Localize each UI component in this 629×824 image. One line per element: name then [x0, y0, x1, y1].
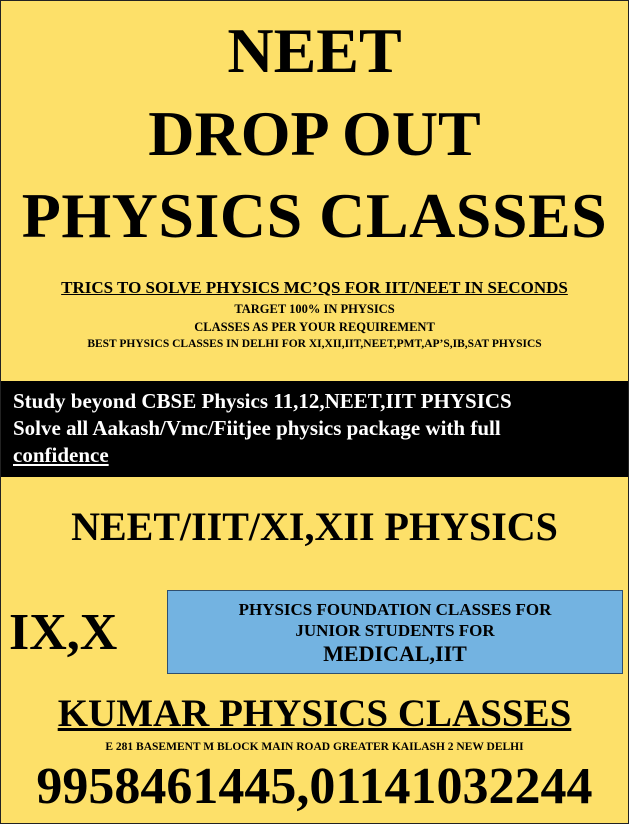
courses-title: NEET/IIT/XI,XII PHYSICS	[71, 504, 558, 549]
tagline-tricks: TRICS TO SOLVE PHYSICS MC’QS FOR IIT/NEET IN SECONDS	[61, 278, 568, 297]
tagline-requirement: CLASSES AS PER YOUR REQUIREMENT	[194, 320, 435, 334]
headline-drop-out: DROP OUT	[148, 98, 481, 169]
study-beyond-band	[1, 381, 628, 477]
band-line-confidence: confidence	[13, 443, 109, 467]
foundation-box	[167, 590, 623, 674]
foundation-line-2: JUNIOR STUDENTS FOR	[295, 621, 495, 640]
tagline-best-classes: BEST PHYSICS CLASSES IN DELHI FOR XI,XII,IIT,NEET,PMT,AP’S,IB,SAT PHYSICS	[87, 338, 542, 350]
headline-physics-classes: PHYSICS CLASSES	[21, 180, 608, 251]
band-line-study: Study beyond CBSE Physics 11,12,NEET,IIT PHYSICS	[13, 389, 512, 413]
headline-neet: NEET	[227, 15, 402, 86]
tagline-target: TARGET 100% IN PHYSICS	[234, 302, 395, 316]
foundation-line-1: PHYSICS FOUNDATION CLASSES FOR	[238, 600, 552, 619]
band-line-solve: Solve all Aakash/Vmc/Fiitjee physics package with full	[13, 416, 501, 440]
foundation-line-3: MEDICAL,IIT	[323, 641, 467, 666]
address: E 281 BASEMENT M BLOCK MAIN ROAD GREATER KAILASH 2 NEW DELHI	[105, 741, 524, 753]
phone-numbers: 9958461445,01141032244	[36, 758, 593, 815]
brand-name: KUMAR PHYSICS CLASSES	[57, 692, 572, 735]
junior-grades: IX,X	[9, 604, 118, 661]
